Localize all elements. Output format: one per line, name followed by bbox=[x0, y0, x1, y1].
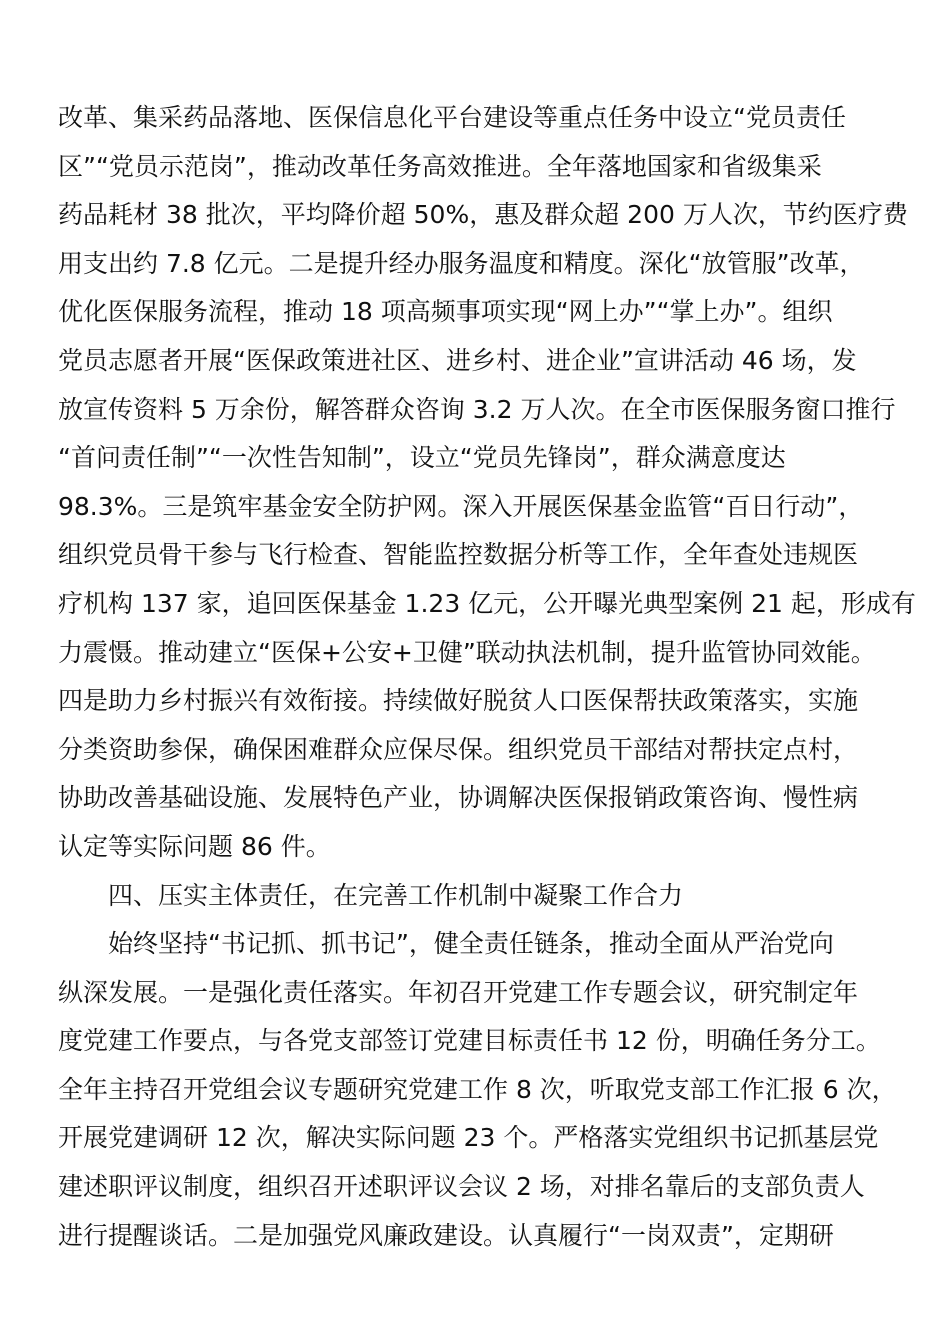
text-line: 组织党员骨干参与飞行检查、智能监控数据分析等工作，全年查处违规医 bbox=[58, 540, 859, 570]
text-line: 全年主持召开党组会议专题研究党建工作 8 次，听取党支部工作汇报 6 次， bbox=[58, 1074, 897, 1104]
text-line: “首问责任制”“一次性告知制”，设立“党员先锋岗”，群众满意度达 bbox=[58, 443, 786, 473]
section-paragraph bbox=[58, 920, 897, 1260]
text-line: 度党建工作要点，与各党支部签订党建目标责任书 12 份，明确任务分工。 bbox=[58, 1026, 881, 1056]
text-line: 进行提醒谈话。二是加强党风廉政建设。认真履行“一岗双责”，定期研 bbox=[58, 1220, 834, 1250]
text-line: 纵深发展。一是强化责任落实。年初召开党建工作专题会议，研究制定年 bbox=[58, 977, 859, 1007]
text-line: 开展党建调研 12 次，解决实际问题 23 个。严格落实党组织书记抓基层党 bbox=[58, 1123, 879, 1153]
text-line: 力震慑。推动建立“医保+公安+卫健”联动执法机制，提升监管协同效能。 bbox=[58, 637, 876, 667]
text-line: 用支出约 7.8 亿元。二是提升经办服务温度和精度。深化“放管服”改革， bbox=[58, 248, 865, 278]
paragraph-continued bbox=[58, 94, 916, 872]
text-line: 建述职评议制度，组织召开述职评议会议 2 场，对排名靠后的支部负责人 bbox=[58, 1172, 865, 1202]
text-line: 四是助力乡村振兴有效衔接。持续做好脱贫人口医保帮扶政策落实，实施 bbox=[58, 686, 859, 716]
text-line: 区”“党员示范岗”，推动改革任务高效推进。全年落地国家和省级集采 bbox=[58, 151, 822, 181]
document-page bbox=[58, 94, 916, 1260]
text-line: 分类资助参保，确保困难群众应保尽保。组织党员干部结对帮扶定点村， bbox=[58, 734, 859, 764]
text-line: 党员志愿者开展“医保政策进社区、进乡村、进企业”宣讲活动 46 场，发 bbox=[58, 345, 857, 375]
text-line: 药品耗材 38 批次，平均降价超 50%，惠及群众超 200 万人次，节约医疗费 bbox=[58, 200, 908, 230]
text-line: 改革、集采药品落地、医保信息化平台建设等重点任务中设立“党员责任 bbox=[58, 103, 846, 132]
text-line: 放宣传资料 5 万余份，解答群众咨询 3.2 万人次。在全市医保服务窗口推行 bbox=[58, 394, 896, 424]
text-line: 疗机构 137 家，追回医保基金 1.23 亿元，公开曝光典型案例 21 起，形成有 bbox=[58, 588, 916, 618]
text-line: 协助改善基础设施、发展特色产业，协调解决医保报销政策咨询、慢性病 bbox=[58, 783, 859, 813]
text-line: 98.3%。三是筑牢基金安全防护网。深入开展医保基金监管“百日行动”， bbox=[58, 491, 864, 521]
text-line: 始终坚持“书记抓、抓书记”，健全责任链条，推动全面从严治党向 bbox=[108, 929, 834, 959]
text-line: 认定等实际问题 86 件。 bbox=[58, 831, 331, 861]
section-heading: 四、压实主体责任，在完善工作机制中凝聚工作合力 bbox=[108, 880, 684, 910]
text-line: 优化医保服务流程，推动 18 项高频事项实现“网上办”“掌上办”。组织 bbox=[58, 297, 833, 327]
